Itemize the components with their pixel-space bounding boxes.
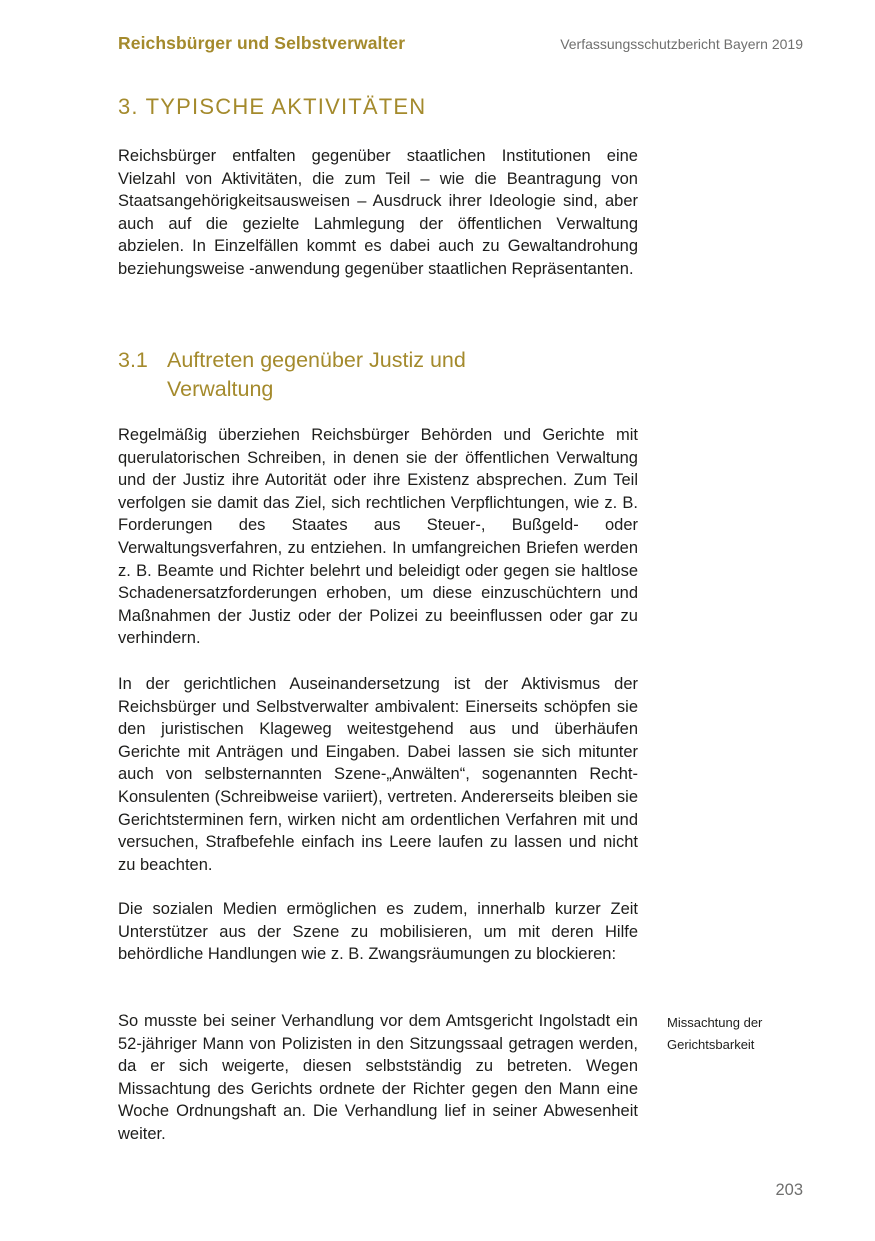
body-paragraph: Regelmäßig überziehen Reichsbürger Behörden und Gerichte mit querulatorischen Schreiben, in denen sie der öffentlichen Verwaltung und der Justiz ihre Autorität oder ihre Existenz absprechen. Zum Teil verfolgen sie damit das Ziel, sich rechtlichen Verpflichtungen, wie z. B. Forderungen des Staates aus Steuer-, Bußgeld- oder Verwaltungsverfahren, zu entziehen. In umfangreichen Briefen werden z. B. Beamte und Richter belehrt und beleidigt oder gegen sie haltlose Schadenersatzforderungen erhoben, um diese einzuschüchtern und Maßnahmen der Justiz oder der Polizei zu beeinflussen oder gar zu verhindern. [118,426,638,648]
running-head-publication: Verfassungsschutzbericht Bayern 2019 [560,36,803,52]
body-paragraph: So musste bei seiner Verhandlung vor dem Amtsgericht Ingolstadt ein 52-jähriger Mann von Polizisten in den Sitzungssaal getragen werden, da er sich weigerte, diesen selbstständig zu betreten. Wegen Missachtung des Gerichts ordnete der Richter gegen den Mann eine Woche Ordnungshaft an. Die Verhandlung lief in seiner Abwesenheit weiter. [118,1012,638,1143]
section-number: 3.1 [118,348,148,372]
body-paragraph: In der gerichtlichen Auseinandersetzung ist der Aktivismus der Reichsbürger und Selbstverwalter ambivalent: Einerseits schöpfen sie den juristischen Klageweg weitestgehend aus und überhäufen Gerichte mit Anträgen und Eingaben. Dabei lassen sie sich mitunter auch von selbsternannten Szene-„Anwälten“, sogenannten Recht-Konsulenten (Schreibweise variiert), vertreten. Andererseits bleiben sie Gerichtsterminen fern, wirken nicht am ordentlichen Verfahren mit und versuchen, Strafbefehle einfach ins Leere laufen zu lassen und nicht zu beachten. [118,675,638,874]
chapter-heading: 3. TYPISCHE AKTIVITÄTEN [118,94,427,119]
chapter-intro-paragraph: Reichsbürger entfalten gegenüber staatlichen Institutionen eine Vielzahl von Aktivitäten, die zum Teil – wie die Beantragung von Staatsangehörigkeitsausweisen – Ausdruck ihrer Ideologie sind, aber auch auf die gezielte Lahmlegung der öffentlichen Verwaltung abzielen. In Einzelfällen kommt es dabei auch zu Gewaltandrohung beziehungsweise -anwendung gegenüber staatlichen Repräsentanten. [118,147,638,278]
running-head-section-title: Reichsbürger und Selbstverwalter [118,33,406,53]
page-number: 203 [775,1181,803,1199]
body-paragraph: Die sozialen Medien ermöglichen es zudem, innerhalb kurzer Zeit Unterstützer aus der Szene zu mobilisieren, um mit deren Hilfe behördliche Handlungen wie z. B. Zwangsräumungen zu blockieren: [118,900,638,964]
margin-note: Missachtung der Gerichtsbarkeit [667,1015,763,1052]
section-title: Auftreten gegenüber Justiz und Verwaltung [167,348,466,401]
section-heading [118,346,578,404]
